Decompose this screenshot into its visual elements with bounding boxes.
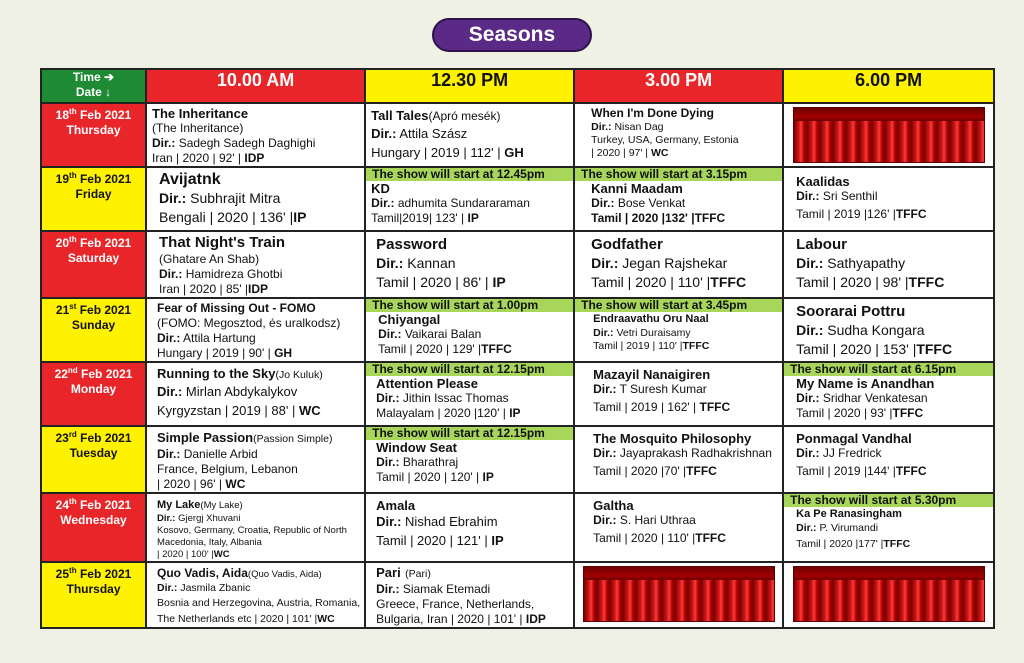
film-cell: Godfather Dir.: Jegan Rajshekar Tamil | 2020 | 110' |TFFC xyxy=(574,231,783,298)
date-cell: 25th Feb 2021 Thursday xyxy=(41,562,146,628)
date-cell: 23rd Feb 2021 Tuesday xyxy=(41,426,146,493)
schedule-row xyxy=(41,426,994,493)
date-cell: 22nd Feb 2021 Monday xyxy=(41,362,146,426)
time-date-corner: Time ➔ Date ↓ xyxy=(41,69,146,103)
film-info: Bengali | 2020 | 136' | xyxy=(159,209,294,225)
film-cell: Ponmagal Vandhal Dir.: JJ Fredrick Tamil | 2019 |144' |TFFC xyxy=(783,426,994,493)
film-director: Jithin Issac Thomas xyxy=(402,391,509,405)
film-title: Quo Vadis, Aida xyxy=(157,566,248,580)
schedule-row xyxy=(41,362,994,426)
film-director: Siamak Etemadi xyxy=(402,582,491,596)
show-time-note: The show will start at 1.00pm xyxy=(366,299,573,312)
film-director: Nisan Dag xyxy=(614,121,664,133)
film-tag: IP xyxy=(491,533,504,548)
film-director: Bose Venkat xyxy=(617,196,686,210)
film-info: Tamil | 2020 | 153' | xyxy=(796,341,917,357)
film-title: Password xyxy=(376,236,447,253)
film-cell: Simple Passion(Passion Simple) Dir.: Danielle Arbid France, Belgium, Lebanon | 2020 | 96' | WC xyxy=(146,426,365,493)
film-director: Jayaprakash Radhakrishnan xyxy=(619,446,772,460)
film-title: Mazayil Nanaigiren xyxy=(593,367,711,382)
film-director: adhumita Sundararaman xyxy=(397,196,530,210)
film-title: Labour xyxy=(796,236,847,253)
film-cell: Soorarai Pottru Dir.: Sudha Kongara Tamil | 2020 | 153' |TFFC xyxy=(783,298,994,362)
film-info: Tamil | 2019 |144' | xyxy=(796,464,896,478)
film-info: Kyrgyzstan | 2019 | 88' | xyxy=(157,403,296,418)
film-cell: The show will start at 12.45pm KD Dir.: adhumita Sundararaman Tamil|2019| 123' | IP xyxy=(365,167,574,231)
film-tag: TFFC xyxy=(694,211,726,225)
film-cell: The show will start at 3.45pm Endraavathu Oru Naal Dir.: Vetri Duraisamy Tamil | 2019 | 110' |TFFC xyxy=(574,298,783,362)
film-info: Turkey, USA, Germany, Estonia xyxy=(591,134,739,146)
film-info: Tamil | 2020 | 110' | xyxy=(593,531,696,545)
film-cell: Password Dir.: Kannan Tamil | 2020 | 86' | IP xyxy=(365,231,574,298)
film-director: Attila Szász xyxy=(399,126,468,141)
time-header-1000: 10.00 AM xyxy=(146,69,365,103)
schedule-row xyxy=(41,493,994,562)
film-cell: The Inheritance (The Inheritance) Dir.: Sadegh Sadegh Daghighi Iran | 2020 | 92' | IDP xyxy=(146,103,365,167)
film-tag: WC xyxy=(225,477,246,491)
film-director: Gjergj Xhuvani xyxy=(178,513,241,524)
film-subtitle: (Pari) xyxy=(405,568,431,580)
film-title: Tall Tales xyxy=(371,108,429,123)
film-director: Sathyapathy xyxy=(827,255,906,271)
film-title: Kanni Maadam xyxy=(591,181,683,196)
film-tag: TFFC xyxy=(895,464,927,478)
film-tag: IP xyxy=(467,211,479,225)
film-tag: GH xyxy=(274,346,293,360)
film-cell: Quo Vadis, Aida(Quo Vadis, Aida) Dir.: Jasmila Zbanic Bosnia and Herzegovina, Austria, Romania, The Netherlands etc | 2020 | 101' |WC xyxy=(146,562,365,628)
film-cell: Galtha Dir.: S. Hari Uthraa Tamil | 2020 | 110' |TFFC xyxy=(574,493,783,562)
film-subtitle: (Passion Simple) xyxy=(253,433,333,445)
film-info: Kosovo, Germany, Croatia, Republic of North xyxy=(157,525,347,536)
film-tag: WC xyxy=(317,613,335,625)
film-title: Pari xyxy=(376,565,401,580)
film-tag: TFFC xyxy=(686,464,717,478)
film-cell: The show will start at 1.00pm Chiyangal Dir.: Vaikarai Balan Tamil | 2020 | 129' |TFFC xyxy=(365,298,574,362)
film-cell: Mazayil Nanaigiren Dir.: T Suresh Kumar Tamil | 2019 | 162' | TFFC xyxy=(574,362,783,426)
film-info: Tamil | 2020 | 121' | xyxy=(376,533,488,548)
film-tag: TFFC xyxy=(916,341,953,357)
film-info: Greece, France, Netherlands, xyxy=(376,597,535,611)
show-time-note: The show will start at 5.30pm xyxy=(784,494,993,507)
film-title: The Mosquito Philosophy xyxy=(593,431,752,446)
film-tag: TFFC xyxy=(481,342,512,356)
film-tag: IP xyxy=(293,209,307,225)
film-director: Sridhar Venkatesan xyxy=(822,391,928,405)
film-info: Hungary | 2019 | 112' | xyxy=(371,145,501,160)
film-info: Iran | 2020 | 92' | xyxy=(152,151,242,165)
film-title: When I'm Done Dying xyxy=(591,106,714,120)
film-director: Sadegh Sadegh Daghighi xyxy=(178,136,316,150)
film-director: Vetri Duraisamy xyxy=(616,327,691,339)
film-tag: TFFC xyxy=(710,274,747,290)
film-director: T Suresh Kumar xyxy=(619,382,707,396)
film-info: Tamil | 2020 | 93' | xyxy=(796,406,893,420)
show-time-note: The show will start at 3.45pm xyxy=(575,299,782,312)
film-cell: Fear of Missing Out - FOMO (FOMO: Megosztod, és uralkodsz) Dir.: Attila Hartung Hungary | 2019 | 90' | GH xyxy=(146,298,365,362)
film-cell: Amala Dir.: Nishad Ebrahim Tamil | 2020 | 121' | IP xyxy=(365,493,574,562)
film-title: Kaalidas xyxy=(796,174,850,189)
film-info: Tamil | 2020 |177' | xyxy=(796,538,884,550)
film-cell: The show will start at 3.15pm Kanni Maadam Dir.: Bose Venkat Tamil | 2020 |132' |TFFC xyxy=(574,167,783,231)
film-title: Avijatnk xyxy=(159,171,221,188)
curtain-cell xyxy=(783,103,994,167)
show-time-note: The show will start at 12.15pm xyxy=(366,363,573,376)
film-director: Bharathraj xyxy=(402,455,459,469)
show-time-note: The show will start at 12.45pm xyxy=(366,168,573,181)
film-director: Sudha Kongara xyxy=(827,322,925,338)
film-title: Soorarai Pottru xyxy=(796,303,906,320)
film-info: Tamil | 2020 | 129' | xyxy=(378,342,482,356)
show-time-note: The show will start at 12.15pm xyxy=(366,427,573,440)
film-info: Tamil | 2019 | 110' | xyxy=(593,340,683,352)
film-tag: TFFC xyxy=(892,406,924,420)
show-time-note: The show will start at 3.15pm xyxy=(575,168,782,181)
schedule-table xyxy=(40,68,995,629)
film-director: Attila Hartung xyxy=(183,331,256,345)
film-director: Subhrajit Mitra xyxy=(190,190,281,206)
film-cell: Labour Dir.: Sathyapathy Tamil | 2020 | 98' |TFFC xyxy=(783,231,994,298)
film-tag: IDP xyxy=(525,612,546,626)
film-info: Tamil | 2020 | 98' | xyxy=(796,274,909,290)
film-title: Running to the Sky xyxy=(157,366,276,381)
curtain-cell xyxy=(574,562,783,628)
date-cell: 18th Feb 2021 Thursday xyxy=(41,103,146,167)
film-director: Kannan xyxy=(407,255,456,271)
film-subtitle: (Apró mesék) xyxy=(428,109,501,123)
curtain-cell xyxy=(783,562,994,628)
schedule-row xyxy=(41,298,994,362)
film-subtitle: (Ghatare An Shab) xyxy=(159,252,260,266)
film-subtitle: (The Inheritance) xyxy=(152,121,244,135)
film-tag: TFFC xyxy=(699,400,731,414)
time-header-1230: 12.30 PM xyxy=(365,69,574,103)
date-cell: 24th Feb 2021 Wednesday xyxy=(41,493,146,562)
time-header-0600: 6.00 PM xyxy=(783,69,994,103)
film-director: Danielle Arbid xyxy=(183,447,258,461)
film-cell: My Lake(My Lake) Dir.: Gjergj Xhuvani Kosovo, Germany, Croatia, Republic of North Macedonia, Italy, Albania | 2020 | 100' |WC xyxy=(146,493,365,562)
film-tag: GH xyxy=(504,145,524,160)
film-title: Godfather xyxy=(591,236,663,253)
header-row xyxy=(41,69,994,103)
film-title: Galtha xyxy=(593,498,634,513)
film-subtitle: (Jo Kuluk) xyxy=(275,369,323,381)
film-cell: The show will start at 12.15pm Attention Please Dir.: Jithin Issac Thomas Malayalam | 2020 |120' | IP xyxy=(365,362,574,426)
film-title: Ponmagal Vandhal xyxy=(796,431,912,446)
film-title: KD xyxy=(371,181,390,196)
film-tag: TFFC xyxy=(895,207,927,221)
film-tag: IP xyxy=(509,406,521,420)
film-cell: That Night's Train (Ghatare An Shab) Dir.: Hamidreza Ghotbi Iran | 2020 | 85' |IDP xyxy=(146,231,365,298)
schedule-row xyxy=(41,167,994,231)
film-cell: Running to the Sky(Jo Kuluk) Dir.: Mirlan Abdykalykov Kyrgyzstan | 2019 | 88' | WC xyxy=(146,362,365,426)
film-info: Tamil | 2020 |132' | xyxy=(591,211,695,225)
film-title: The Inheritance xyxy=(152,106,249,121)
film-cell: Kaalidas Dir.: Sri Senthil Tamil | 2019 |126' |TFFC xyxy=(783,167,994,231)
film-title: Chiyangal xyxy=(378,312,441,327)
film-cell: When I'm Done Dying Dir.: Nisan Dag Turkey, USA, Germany, Estonia | 2020 | 97' | WC xyxy=(574,103,783,167)
film-tag: IP xyxy=(492,274,506,290)
date-cell: 20th Feb 2021 Saturday xyxy=(41,231,146,298)
film-title: Attention Please xyxy=(376,376,478,391)
date-cell: 21st Feb 2021 Sunday xyxy=(41,298,146,362)
film-tag: TFFC xyxy=(908,274,945,290)
film-cell: The show will start at 6.15pm My Name is Anandhan Dir.: Sridhar Venkatesan Tamil | 2020 | 93' |TFFC xyxy=(783,362,994,426)
film-subtitle: (My Lake) xyxy=(200,500,243,511)
film-tag: TFFC xyxy=(883,538,911,550)
film-tag: WC xyxy=(213,549,230,560)
film-cell: Avijatnk Dir.: Subhrajit Mitra Bengali | 2020 | 136' |IP xyxy=(146,167,365,231)
schedule-row xyxy=(41,562,994,628)
film-cell: The show will start at 12.15pm Window Seat Dir.: Bharathraj Tamil | 2020 | 120' | IP xyxy=(365,426,574,493)
film-subtitle: (Quo Vadis, Aida) xyxy=(247,569,322,580)
film-info: France, Belgium, Lebanon xyxy=(157,462,298,476)
film-director: Sri Senthil xyxy=(822,189,878,203)
film-info: Tamil|2019| 123' | xyxy=(371,211,465,225)
film-director: Nishad Ebrahim xyxy=(405,514,498,529)
film-cell: The show will start at 5.30pm Ka Pe Ranasingham Dir.: P. Virumandi Tamil | 2020 |177' |TFFC xyxy=(783,493,994,562)
film-info: Tamil | 2019 |126' | xyxy=(796,207,896,221)
film-tag: TFFC xyxy=(695,531,726,545)
film-title: Ka Pe Ranasingham xyxy=(796,508,902,520)
film-title: My Name is Anandhan xyxy=(796,376,935,391)
film-director: Hamidreza Ghotbi xyxy=(185,267,283,281)
film-cell: Tall Tales(Apró mesék) Dir.: Attila Szász Hungary | 2019 | 112' | GH xyxy=(365,103,574,167)
film-tag: TFFC xyxy=(682,340,710,352)
theater-curtain-icon xyxy=(583,566,775,622)
film-info: Tamil | 2019 | 162' | xyxy=(593,400,697,414)
film-cell: The Mosquito Philosophy Dir.: Jayaprakash Radhakrishnan Tamil | 2020 |70' |TFFC xyxy=(574,426,783,493)
film-info: Tamil | 2020 | 86' | xyxy=(376,274,489,290)
date-cell: 19th Feb 2021 Friday xyxy=(41,167,146,231)
film-tag: WC xyxy=(298,403,321,418)
schedule-row xyxy=(41,103,994,167)
film-director: P. Virumandi xyxy=(819,522,879,534)
film-director: Jegan Rajshekar xyxy=(622,255,728,271)
theater-curtain-icon xyxy=(793,566,985,622)
film-info: Tamil | 2020 | 120' | xyxy=(376,470,480,484)
film-tag: WC xyxy=(650,147,669,159)
film-title: Endraavathu Oru Naal xyxy=(593,313,709,325)
film-title: Simple Passion xyxy=(157,430,254,445)
film-title: Fear of Missing Out - FOMO xyxy=(157,301,316,315)
film-info: Bosnia and Herzegovina, Austria, Romania, xyxy=(157,597,361,609)
page-title: Seasons xyxy=(432,18,592,52)
film-director: Vaikarai Balan xyxy=(404,327,482,341)
film-tag: IP xyxy=(482,470,494,484)
film-title: Window Seat xyxy=(376,440,457,455)
film-info: Iran | 2020 | 85' | xyxy=(159,282,249,296)
film-info: Hungary | 2019 | 90' | xyxy=(157,346,271,360)
theater-curtain-icon xyxy=(793,107,985,163)
film-director: S. Hari Uthraa xyxy=(619,513,696,527)
film-info: Tamil | 2020 | 110' | xyxy=(591,274,711,290)
schedule-row xyxy=(41,231,994,298)
film-info: Tamil | 2020 |70' | xyxy=(593,464,687,478)
film-tag: IDP xyxy=(248,282,269,296)
film-tag: IDP xyxy=(244,151,265,165)
film-director: JJ Fredrick xyxy=(822,446,882,460)
time-header-0300: 3.00 PM xyxy=(574,69,783,103)
film-title: Amala xyxy=(376,498,416,513)
film-cell: Pari (Pari) Dir.: Siamak Etemadi Greece, France, Netherlands, Bulgaria, Iran | 2020 | 101' | IDP xyxy=(365,562,574,628)
film-director: Mirlan Abdykalykov xyxy=(185,384,298,399)
film-info: Malayalam | 2020 |120' | xyxy=(376,406,506,420)
film-title: That Night's Train xyxy=(159,234,286,251)
show-time-note: The show will start at 6.15pm xyxy=(784,363,993,376)
film-director: Jasmila Zbanic xyxy=(180,582,251,594)
film-subtitle: (FOMO: Megosztod, és uralkodsz) xyxy=(157,316,341,330)
film-title: My Lake xyxy=(157,499,201,511)
